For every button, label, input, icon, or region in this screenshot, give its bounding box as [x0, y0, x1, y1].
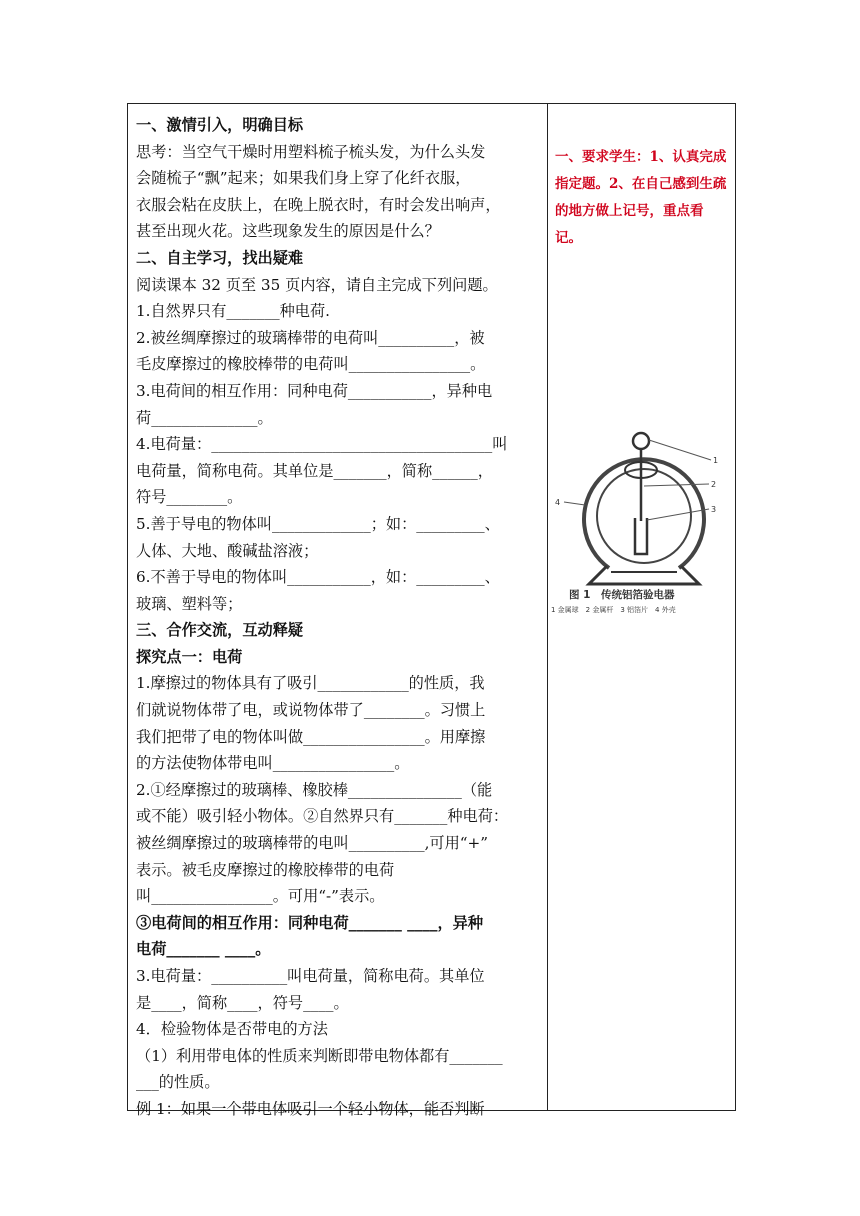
- question-line: 1.自然界只有_______种电荷.: [136, 302, 330, 321]
- question-line: 5.善于导电的物体叫_____________；如：_________、: [136, 514, 500, 533]
- question-line: 叫________________。可用“-”表示。: [136, 887, 385, 906]
- leader-line: [564, 502, 585, 505]
- question-line: 人体、大地、酸碱盐溶液；: [136, 541, 319, 560]
- section-heading: 二、自主学习，找出疑难: [136, 248, 304, 267]
- figure-label: 3: [711, 505, 717, 514]
- question-line: 4.电荷量：_____________________________________叫: [136, 435, 508, 454]
- question-line: 1.摩擦过的物体具有了吸引____________的性质，我: [136, 674, 485, 693]
- electroscope-diagram: [549, 426, 735, 616]
- lesson-table: [127, 103, 736, 1118]
- main-column: [136, 112, 540, 1123]
- section-heading: 一、激情引入，明确目标: [136, 116, 304, 134]
- figure-parts-legend: 1 金属球 2 金属杆 3 铝箔片 4 外壳: [551, 606, 676, 614]
- foil-leaves: [635, 518, 647, 554]
- question-line: 的方法使物体带电叫________________。: [136, 754, 410, 773]
- question-line: 3.电荷量：__________叫电荷量，简称电荷。其单位: [136, 967, 485, 985]
- leader-line: [647, 509, 709, 520]
- question-line: 是____，简称____，符号____。: [136, 993, 349, 1012]
- metal-ball: [633, 433, 649, 449]
- electroscope-inner-ring: [597, 469, 691, 563]
- leader-line: [644, 484, 709, 486]
- question-line: 3.电荷间的相互作用：同种电荷___________，异种电: [136, 381, 493, 400]
- question-line: 符号________。: [136, 488, 243, 507]
- figure-label: 2: [711, 480, 717, 489]
- question-line: 表示。被毛皮摩擦过的橡胶棒带的电荷: [136, 860, 395, 879]
- subsection-heading: 探究点一：电荷: [136, 647, 243, 666]
- question-line: ③电荷间的相互作用：同种电荷_______ ____，异种: [136, 913, 484, 932]
- figure-label: 4: [555, 498, 561, 507]
- text-line: 会随梳子“飘”起来；如果我们身上穿了化纤衣服，: [136, 169, 471, 188]
- question-line: （1）利用带电体的性质来判断即带电物体都有_______: [136, 1046, 503, 1065]
- figure-label: 1: [713, 456, 719, 465]
- question-line: 被丝绸摩擦过的玻璃棒带的电叫__________,可用“+”: [136, 834, 489, 853]
- question-line: 我们把带了电的物体叫做________________。用摩擦: [136, 727, 486, 746]
- question-line: 例 1：如果一个带电体吸引一个轻小物体，能否判断: [136, 1099, 485, 1118]
- question-line: 4．检验物体是否带电的方法: [136, 1020, 328, 1039]
- text-line: 思考：当空气干燥时用塑料梳子梳头发，为什么头发: [136, 142, 486, 161]
- question-line: 们就说物体带了电，或说物体带了________。习惯上: [136, 701, 486, 720]
- question-line: 2.被丝绸摩擦过的玻璃棒带的电荷叫__________，被: [136, 328, 485, 347]
- electroscope-base: [589, 566, 699, 584]
- leader-line: [649, 440, 711, 460]
- section-heading: 三、合作交流，互动释疑: [136, 621, 304, 640]
- figure-caption: 图 1 传统铝箔验电器: [569, 589, 675, 601]
- column-divider: [547, 104, 548, 1110]
- question-line: 荷______________。: [136, 408, 273, 427]
- text-line: 甚至出现火花。这些现象发生的原因是什么？: [136, 222, 440, 241]
- electroscope-case: [584, 459, 704, 568]
- question-line: 电荷_______ ____。: [136, 940, 271, 959]
- electroscope-figure: [549, 426, 735, 616]
- question-line: ___的性质。: [136, 1073, 220, 1092]
- question-line: 毛皮摩擦过的橡胶棒带的电荷叫________________。: [136, 355, 486, 374]
- text-line: 衣服会粘在皮肤上，在晚上脱衣时，有时会发出响声，: [136, 195, 501, 214]
- question-line: 电荷量，简称电荷。其单位是_______，简称______，: [136, 461, 493, 480]
- question-line: 玻璃、塑料等；: [136, 594, 243, 613]
- question-line: 或不能）吸引轻小物体。②自然界只有_______种电荷：: [136, 807, 509, 826]
- teacher-note: 一、要求学生：1、认真完成指定题。2、在自己感到生疏的地方做上记号，重点看记。: [555, 149, 727, 246]
- question-line: 6.不善于导电的物体叫___________，如：_________、: [136, 568, 500, 587]
- question-line: 2.①经摩擦过的玻璃棒、橡胶棒_______________（能: [136, 780, 493, 799]
- text-line: 阅读课本 32 页至 35 页内容，请自主完成下列问题。: [136, 275, 498, 294]
